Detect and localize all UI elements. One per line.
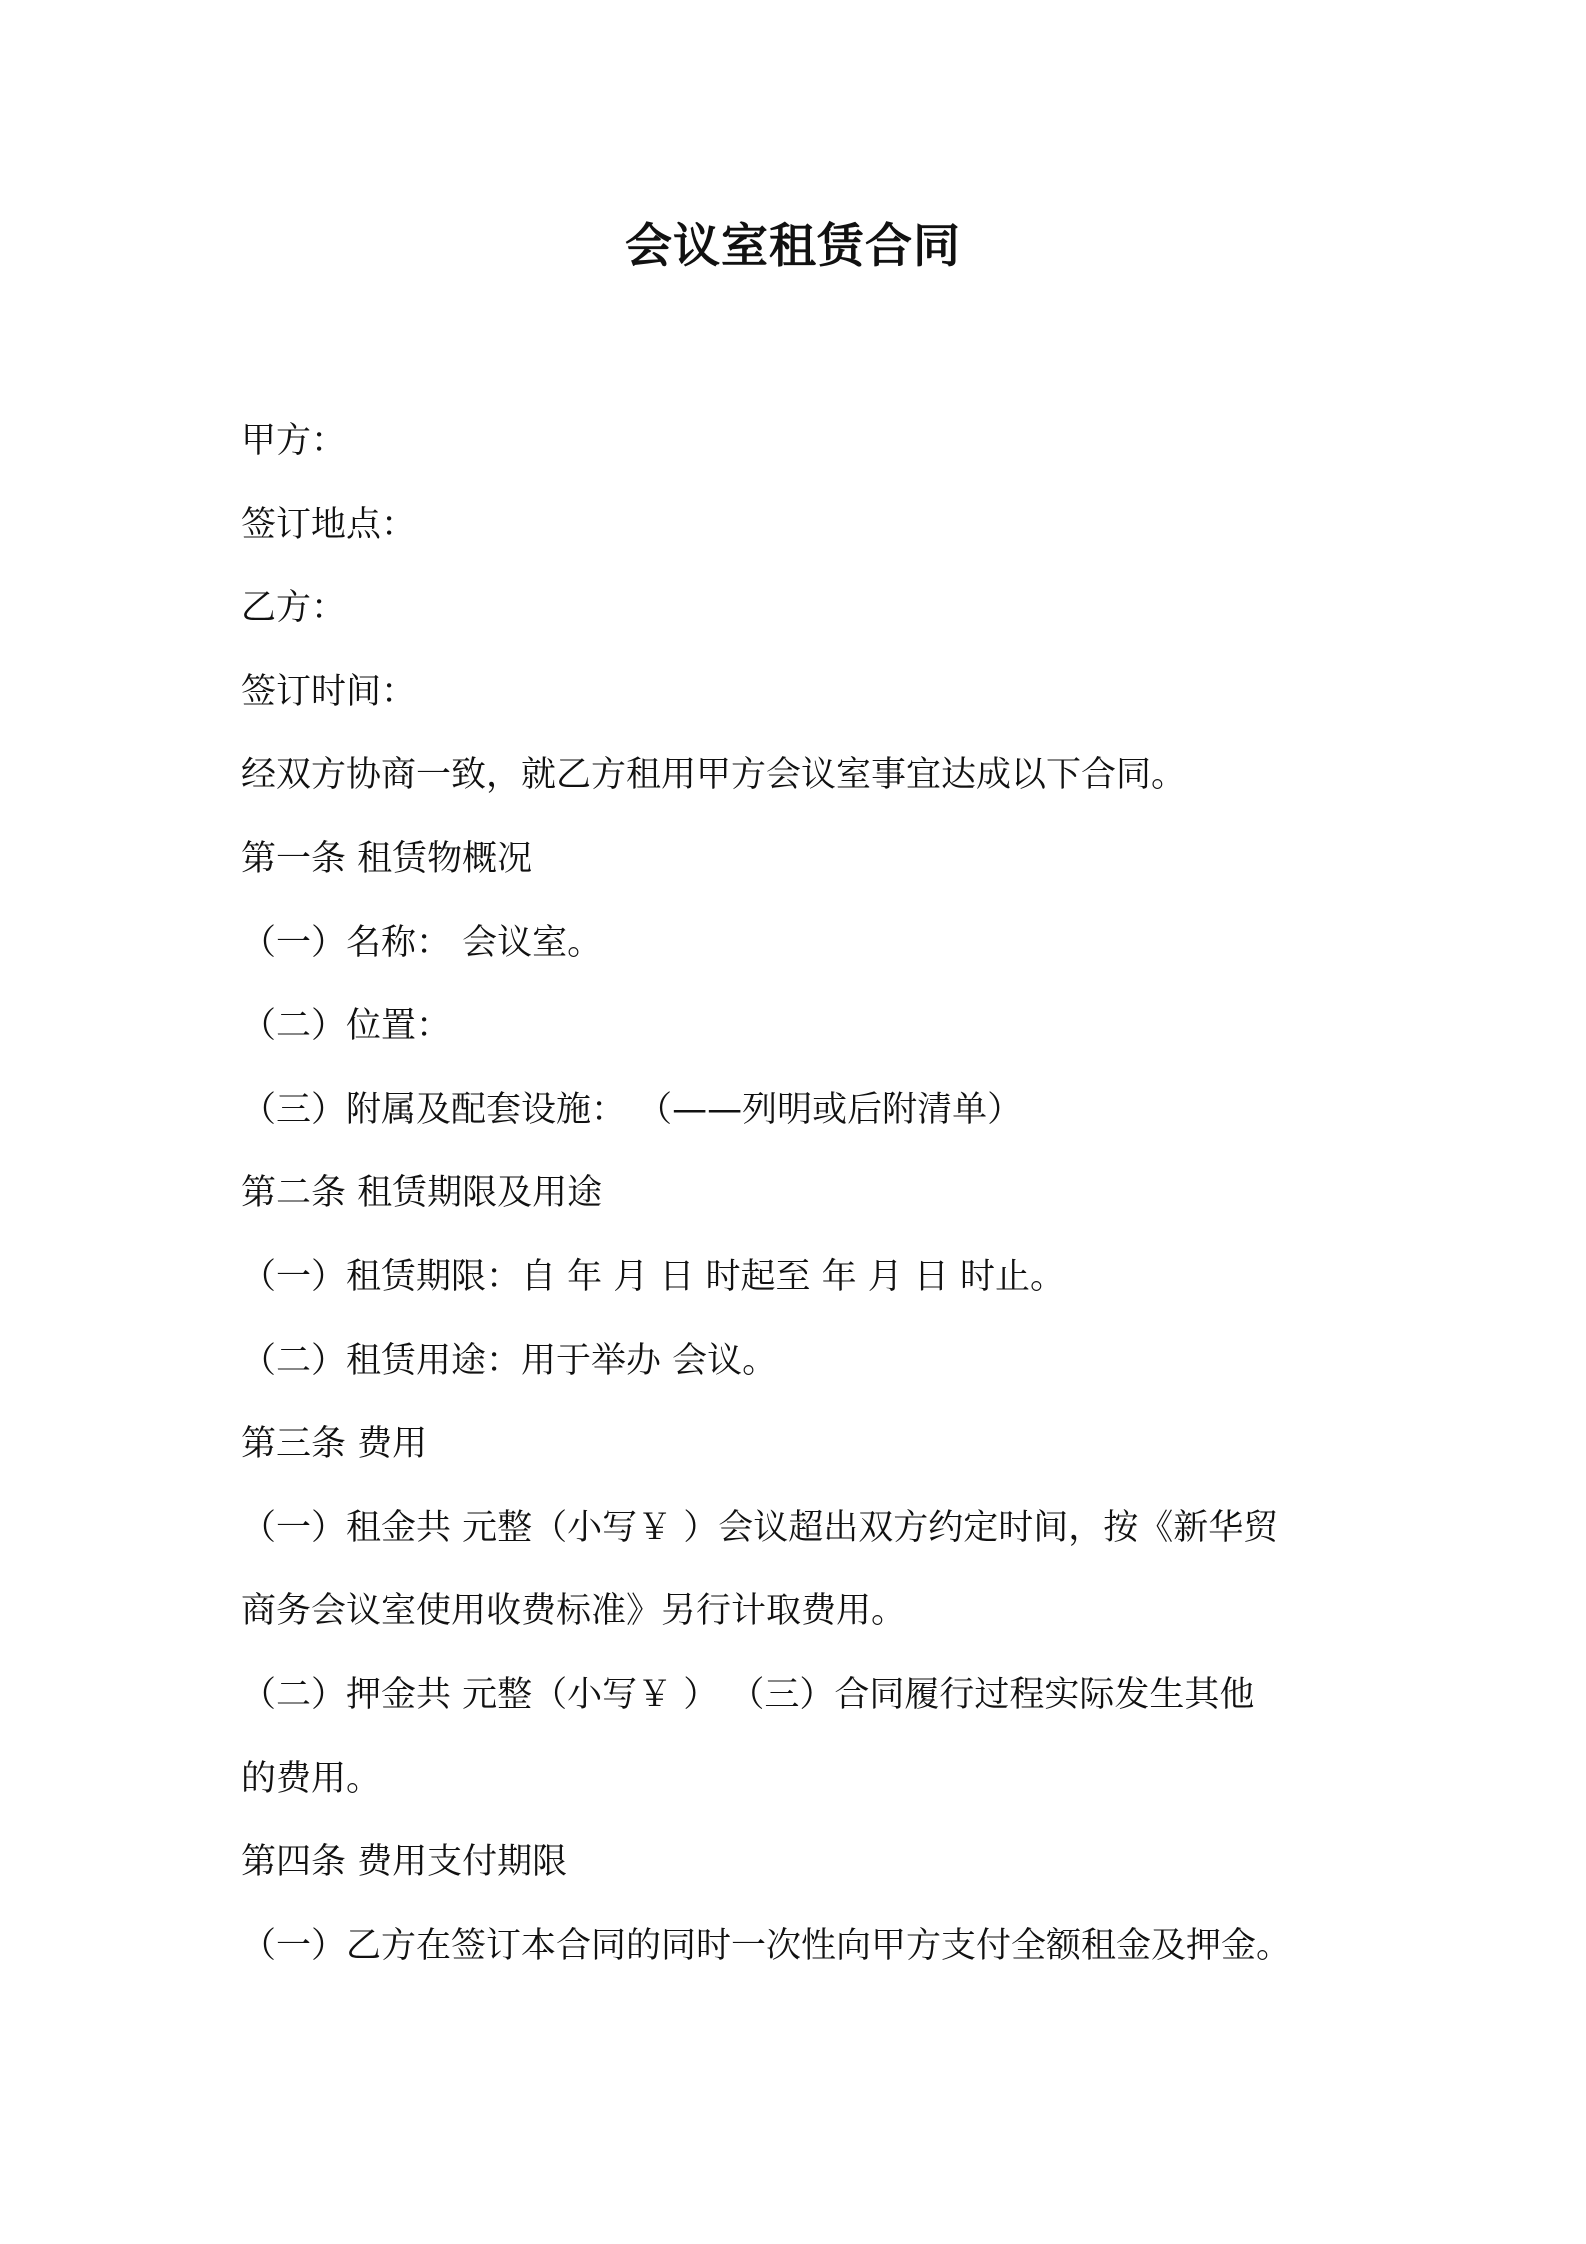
signing-time-line: 签订时间： — [241, 671, 417, 712]
article-2-heading: 第二条 租赁期限及用途 — [241, 1173, 603, 1214]
document-body — [241, 400, 1361, 1988]
preamble-line: 经双方协商一致，就乙方租用甲方会议室事宜达成以下合同。 — [241, 755, 1187, 796]
document-title: 会议室租赁合同 — [625, 219, 961, 274]
article-4-heading: 第四条 费用支付期限 — [241, 1842, 568, 1883]
signing-place-line: 签订地点： — [241, 504, 417, 545]
article-3-heading: 第三条 费用 — [241, 1424, 428, 1465]
party-b-line: 乙方： — [241, 588, 347, 629]
article-1-item-1: （一）名称： 会议室。 — [241, 922, 603, 963]
article-3-item-1: （一）租金共 元整（小写￥ ）会议超出双方约定时间，按《新华贸 — [241, 1507, 1279, 1548]
article-3-item-2: （二）押金共 元整（小写￥ ） （三）合同履行过程实际发生其他 — [241, 1674, 1255, 1715]
article-4-item-1: （一）乙方在签订本合同的同时一次性向甲方支付全额租金及押金。 — [241, 1925, 1292, 1966]
article-3-item-2-continued: 的费用。 — [241, 1758, 382, 1799]
article-3-item-1-continued: 商务会议室使用收费标准》另行计取费用。 — [241, 1591, 907, 1632]
article-1-item-3: （三）附属及配套设施： （——列明或后附清单） — [241, 1089, 1023, 1130]
article-1-item-2: （二）位置： — [241, 1006, 452, 1047]
article-2-item-2: （二）租赁用途：用于举办 会议。 — [241, 1340, 778, 1381]
party-a-line: 甲方： — [241, 421, 347, 461]
article-2-item-1: （一）租赁期限：自 年 月 日 时起至 年 月 日 时止。 — [241, 1256, 1066, 1297]
article-1-heading: 第一条 租赁物概况 — [241, 838, 533, 879]
